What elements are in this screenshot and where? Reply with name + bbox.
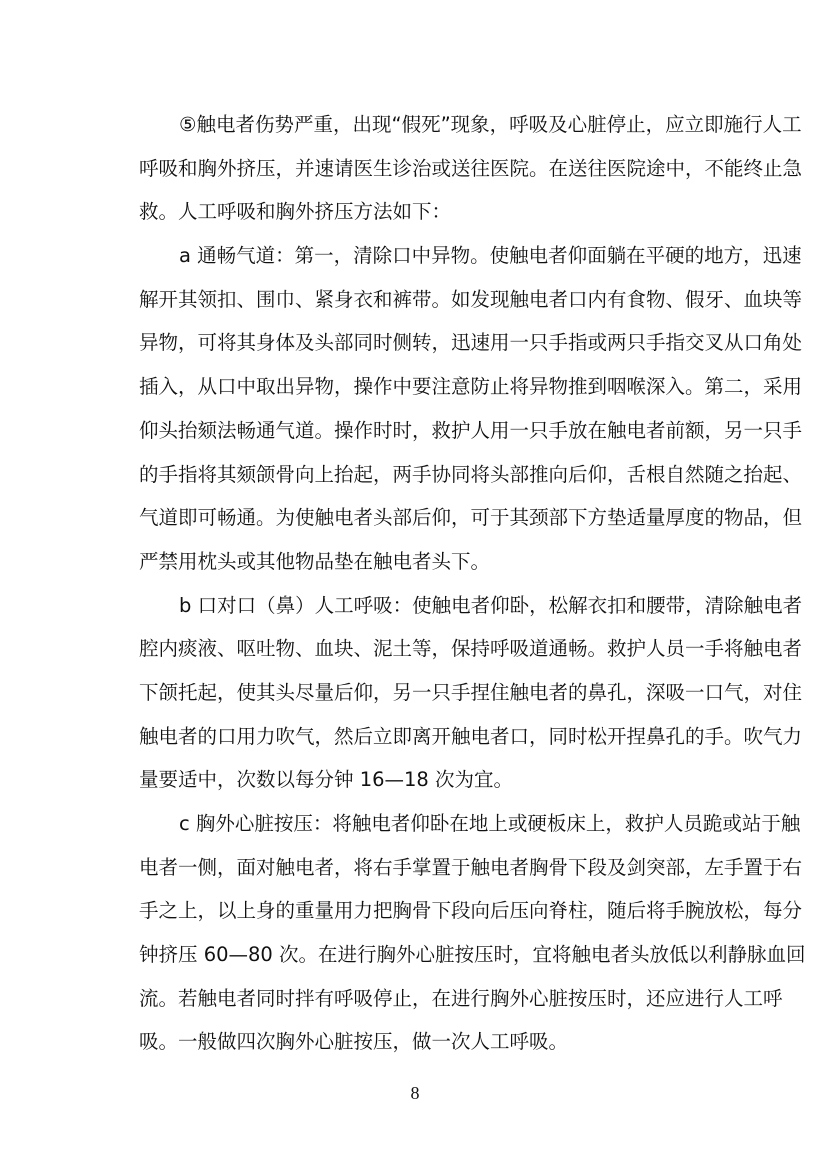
paragraph-5-rescue-intro	[139, 103, 803, 234]
paragraph-line: 下颌托起，使其头尽量后仰，另一只手捏住触电者的鼻孔，深吸一口气，对住	[139, 680, 803, 704]
paragraph-line: 仰头抬颏法畅通气道。操作时时，救护人用一只手放在触电者前额，另一只手	[139, 418, 803, 442]
paragraph-line: 解开其领扣、围巾、紧身衣和裤带。如发现触电者口内有食物、假牙、血块等	[139, 287, 803, 311]
paragraph-line: 吸。一般做四次胸外心脏按压，做一次人工呼吸。	[139, 1030, 569, 1054]
page-number: 8	[410, 1083, 420, 1103]
paragraph-line: c 胸外心脏按压：将触电者仰卧在地上或硬板床上，救护人员跪或站于触	[179, 812, 801, 835]
paragraph-line: ⑤触电者伤势严重，出现“假死”现象，呼吸及心脏停止，应立即施行人工	[179, 113, 802, 136]
paragraph-line: 量要适中，次数以每分钟 16—18 次为宜。	[139, 768, 514, 792]
paragraph-a-airway	[139, 234, 803, 584]
paragraph-line: a 通畅气道：第一，清除口中异物。使触电者仰面躺在平硬的地方，迅速	[179, 244, 802, 268]
paragraph-line: 的手指将其颏颌骨向上抬起，两手协同将头部推向后仰，舌根自然随之抬起、	[139, 462, 803, 486]
paragraph-line: 插入，从口中取出异物，操作中要注意防止将异物推到咽喉深入。第二，采用	[139, 375, 803, 399]
document-body	[139, 103, 806, 1064]
paragraph-line: 电者一侧，面对触电者，将右手掌置于触电者胸骨下段及剑突部，左手置于右	[139, 855, 803, 879]
paragraph-line: b 口对口（鼻）人工呼吸：使触电者仰卧，松解衣扣和腰带，清除触电者	[179, 593, 803, 617]
paragraph-b-mouth-to-mouth	[139, 584, 803, 802]
paragraph-line: 气道即可畅通。为使触电者头部后仰，可于其颈部下方垫适量厚度的物品，但	[139, 506, 803, 530]
paragraph-line: 救。人工呼吸和胸外挤压方法如下：	[139, 200, 452, 224]
paragraph-line: 呼吸和胸外挤压，并速请医生诊治或送往医院。在送往医院途中，不能终止急	[139, 156, 803, 180]
paragraph-line: 手之上，以上身的重量用力把胸骨下段向后压向脊柱，随后将手腕放松，每分	[139, 899, 803, 923]
paragraph-line: 钟挤压 60—80 次。在进行胸外心脏按压时，宜将触电者头放低以利静脉血回	[139, 943, 806, 967]
paragraph-line: 异物，可将其身体及头部同时侧转，迅速用一只手指或两只手指交叉从口角处	[139, 331, 803, 355]
paragraph-line: 触电者的口用力吹气，然后立即离开触电者口，同时松开捏鼻孔的手。吹气力	[139, 724, 803, 748]
paragraph-line: 腔内痰液、呕吐物、血块、泥土等，保持呼吸道通畅。救护人员一手将触电者	[139, 637, 803, 661]
paragraph-line: 严禁用枕头或其他物品垫在触电者头下。	[139, 549, 491, 573]
paragraph-c-chest-compression	[139, 802, 806, 1064]
paragraph-line: 流。若触电者同时拌有呼吸停止，在进行胸外心脏按压时，还应进行人工呼	[139, 986, 783, 1010]
